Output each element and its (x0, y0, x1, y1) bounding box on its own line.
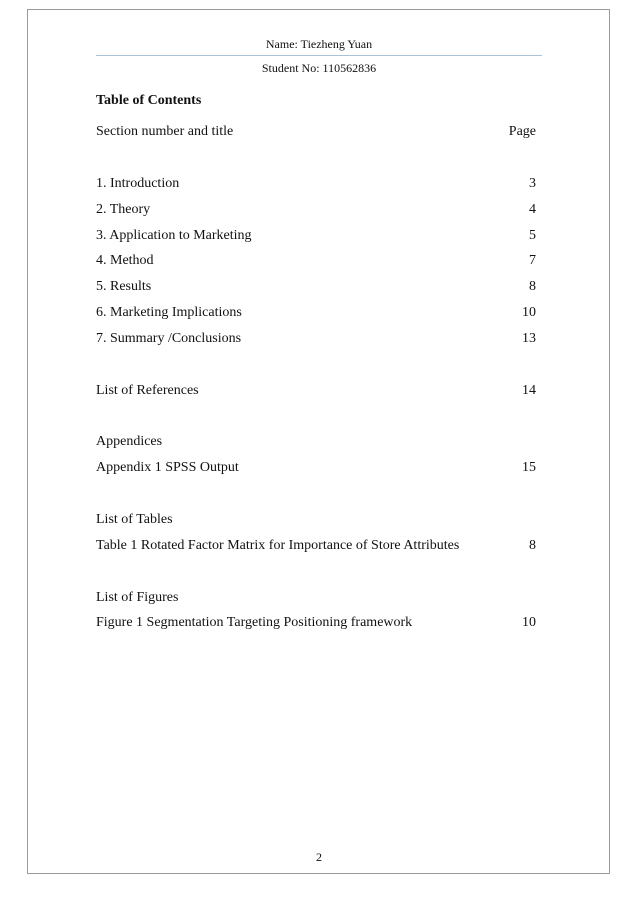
toc-entry-title: Figure 1 Segmentation Targeting Positioning framework (96, 615, 413, 630)
toc-entry-title: 2. Theory (96, 202, 151, 217)
toc-entry-title: 6. Marketing Implications (96, 305, 242, 320)
toc-entry-title: Table 1 Rotated Factor Matrix for Importance of Store Attributes (96, 538, 460, 553)
toc-entry-page: 3 (529, 176, 536, 191)
toc-heading-label: Appendices (96, 434, 163, 449)
page-number: 2 (316, 850, 322, 864)
toc-heading-label: List of Figures (96, 590, 179, 605)
toc-entry-page: 13 (522, 331, 536, 346)
column-header-page: Page (508, 124, 536, 139)
toc-entry-title: 5. Results (96, 279, 152, 294)
toc-title: Table of Contents (96, 93, 202, 108)
toc-entry-page: 8 (529, 279, 536, 294)
toc-entry-title: List of References (96, 383, 199, 398)
toc-entry-page: 4 (529, 202, 536, 217)
toc-entry-title: 3. Application to Marketing (96, 228, 252, 243)
header-student-name: Name: Tiezheng Yuan (265, 37, 373, 51)
header-student-number: Student No: 110562836 (261, 61, 377, 75)
column-header-section: Section number and title (96, 124, 234, 139)
toc-entry-page: 5 (529, 228, 536, 243)
toc-entry-title: 1. Introduction (96, 176, 180, 191)
toc-entry-title: 7. Summary /Conclusions (96, 331, 242, 346)
toc-entry-page: 10 (522, 305, 536, 320)
toc-entry-page: 15 (522, 460, 536, 475)
toc-entry-title: Appendix 1 SPSS Output (96, 460, 239, 475)
header-divider (96, 55, 542, 56)
toc-entry-page: 7 (529, 253, 536, 268)
toc-entry-page: 14 (522, 383, 536, 398)
toc-entry-page: 8 (529, 538, 536, 553)
toc-entry-title: 4. Method (96, 253, 154, 268)
toc-heading-label: List of Tables (96, 512, 173, 527)
toc-entry-page: 10 (522, 615, 536, 630)
